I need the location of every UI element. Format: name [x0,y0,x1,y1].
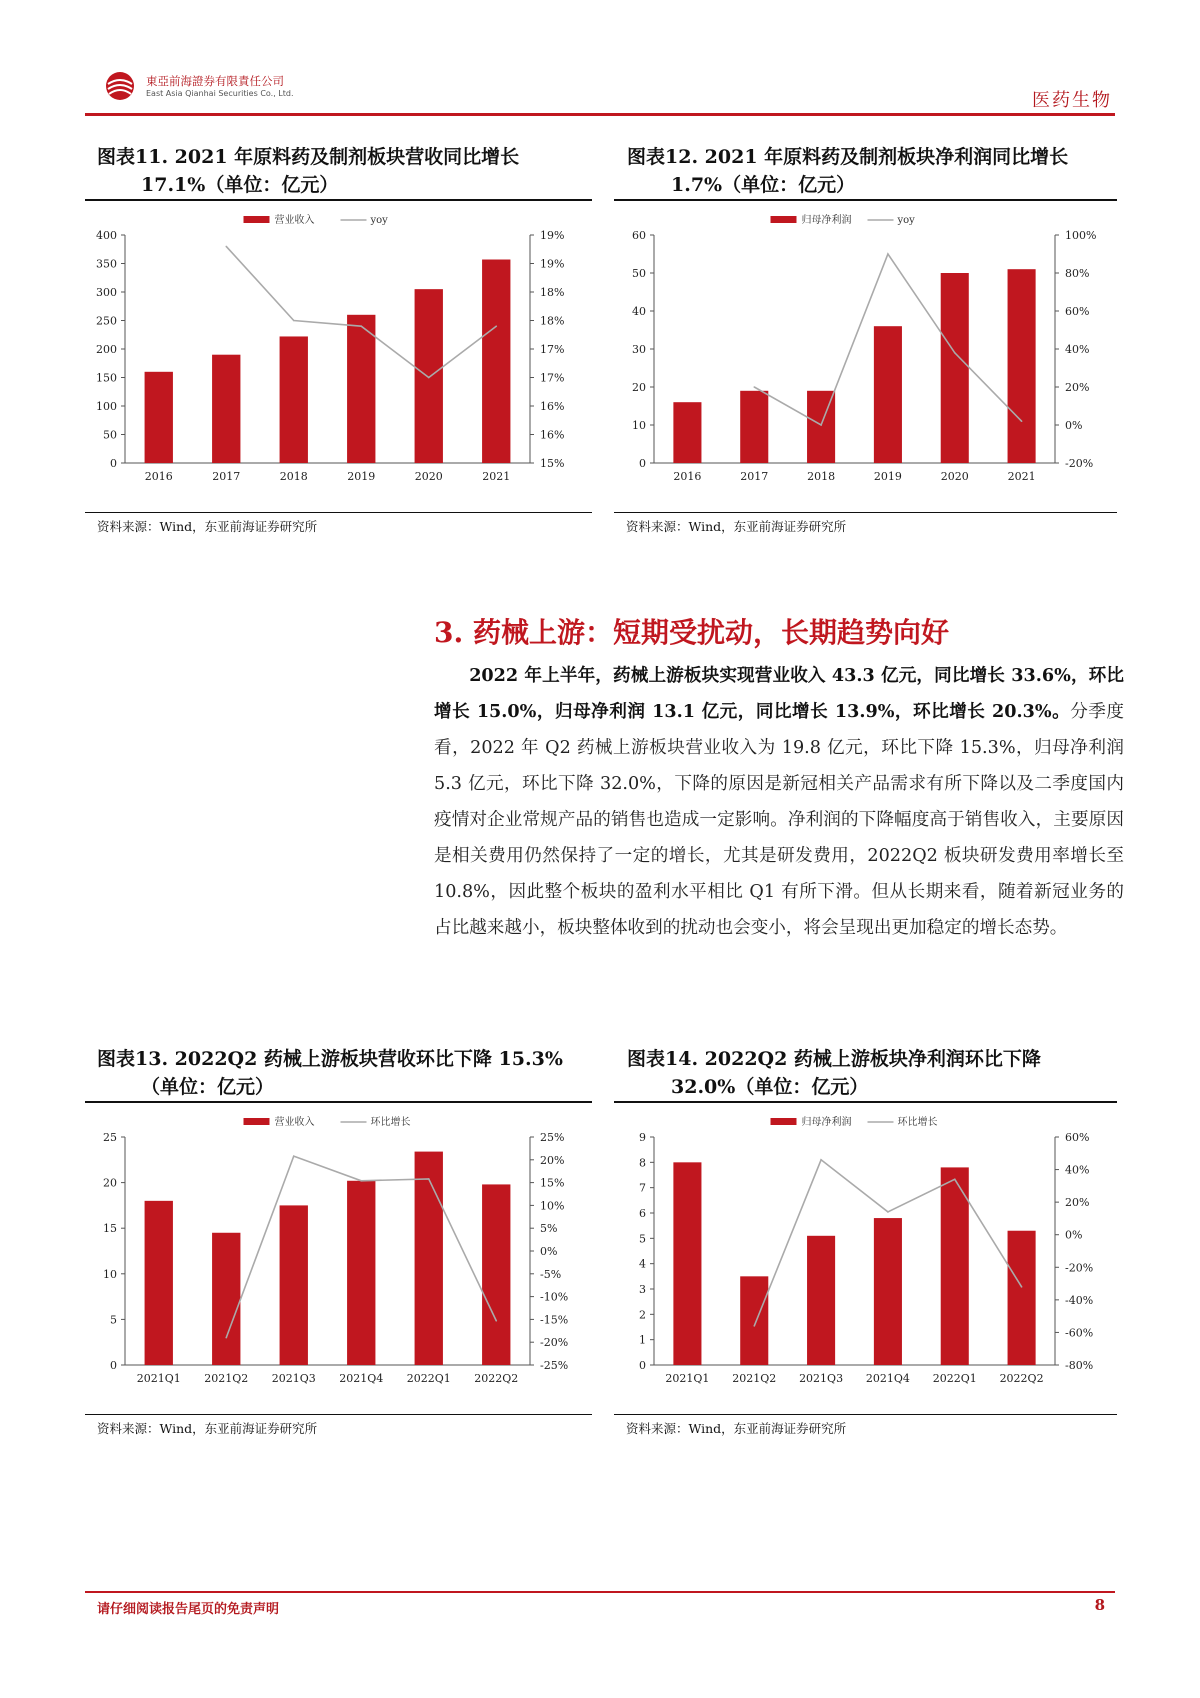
y-tick-label: 6 [639,1207,646,1220]
bar [874,326,902,463]
y2-tick-label: 40% [1065,343,1090,356]
section-body [434,658,1124,946]
bar [1008,269,1036,463]
y2-tick-label: -5% [540,1267,562,1281]
body-text: 分季度看，2022 年 Q2 药械上游板块营业收入为 19.8 亿元，环比下降 15.3%，归母净利润 5.3 亿元，环比下降 32.0%，下降的原因是新冠相关产品需求有所下降以及二季度国内疫情对企业常规产品的销售也造成一定影响。净利润的下降幅度高于销售收入，主要原因是相关费用仍然保持了一定的增长，尤其是研发费用，2022Q2 板块研发费用率增长至 10.8%，因此整个板块的盈利水平相比 Q1 有所下滑。但从长期来看，随着新冠业务的占比越来越小，板块整体收到的扰动也会变小，将会呈现出更加稳定的增长态势。 [434,702,1124,938]
x-tick-label: 2021 [1007,470,1036,483]
y2-tick-label: 17% [540,371,565,385]
figure-13-chart [85,1107,592,1407]
figure-11-chart [85,205,592,505]
bar [415,289,443,463]
y-tick-label: 9 [639,1131,646,1144]
y-tick-label: 50 [103,428,117,442]
y-tick-label: 100 [96,400,117,413]
y2-tick-label: 20% [540,1153,565,1167]
y-tick-label: 1 [639,1333,646,1347]
y2-tick-label: -20% [1065,1261,1094,1275]
figure-13-caption [97,1045,607,1101]
x-tick-label: 2020 [414,470,443,483]
bar [740,1276,768,1365]
x-tick-label: 2021Q3 [799,1372,844,1385]
figure-caption-line2: 32.0%（单位：亿元） [671,1076,869,1098]
y2-tick-label: 10% [540,1199,565,1213]
x-tick-label: 2022Q2 [474,1372,519,1385]
figure-11-top-rule [85,199,592,201]
footer-disclaimer: 请仔细阅读报告尾页的免责声明 [97,1602,280,1617]
section-heading: 3. 药械上游：短期受扰动，长期趋势向好 [434,616,949,649]
x-tick-label: 2021 [482,470,511,483]
y-tick-label: 5 [110,1313,117,1327]
y2-tick-label: -25% [540,1359,569,1372]
section-label: 医药生物 [1032,90,1112,111]
y2-tick-label: -80% [1065,1359,1094,1372]
figure-caption-line1: 图表14. 2022Q2 药械上游板块净利润环比下降 [627,1048,1041,1070]
bar [673,402,701,463]
x-tick-label: 2016 [144,470,173,483]
x-tick-label: 2022Q1 [932,1372,977,1385]
header-divider [85,113,1115,116]
x-tick-label: 2022Q1 [406,1372,451,1385]
legend-swatch-bar [771,216,797,223]
x-tick-label: 2017 [740,470,769,483]
legend-label: 环比增长 [897,1117,938,1128]
y-tick-label: 7 [639,1181,646,1195]
footer-divider [85,1591,1115,1593]
figure-caption-line1: 图表13. 2022Q2 药械上游板块营收环比下降 15.3% [97,1048,563,1070]
y-tick-label: 8 [639,1156,646,1170]
x-tick-label: 2021Q2 [204,1372,249,1385]
y2-tick-label: 15% [540,457,565,470]
y2-tick-label: -20% [1065,457,1094,470]
y-tick-label: 60 [632,229,646,242]
figure-13-bottom-rule [85,1414,592,1415]
y-tick-label: 300 [96,286,117,299]
legend-label: 归母净利润 [801,215,852,226]
figure-14-bottom-rule [614,1414,1117,1415]
y2-tick-label: 100% [1065,229,1097,242]
company-name-cn: 東亞前海證券有限責任公司 [146,74,284,88]
y-tick-label: 15 [103,1222,117,1236]
bar [145,372,173,463]
bar [673,1162,701,1365]
bar [347,1181,375,1365]
figure-12-bottom-rule [614,512,1117,513]
y-tick-label: 20 [632,381,646,394]
figure-14-source: 资料来源：Wind，东亚前海证券研究所 [626,1421,847,1436]
y-tick-label: 400 [96,229,117,242]
y2-tick-label: -10% [540,1290,569,1304]
y-tick-label: 3 [639,1283,646,1296]
y2-tick-label: -20% [540,1336,569,1350]
figure-caption-line1: 图表12. 2021 年原料药及制剂板块净利润同比增长 [627,146,1069,168]
y-tick-label: 0 [639,1359,646,1372]
legend-label: 环比增长 [370,1117,411,1128]
bar [740,391,768,463]
x-tick-label: 2019 [873,470,902,483]
figure-caption-line1: 图表11. 2021 年原料药及制剂板块营收同比增长 [97,146,520,168]
legend-swatch-bar [244,216,270,223]
x-tick-label: 2021Q2 [732,1372,777,1385]
bar [212,1233,240,1365]
y2-tick-label: 16% [540,428,565,442]
y-tick-label: 30 [632,343,646,356]
growth-point [495,325,497,327]
x-tick-label: 2019 [347,470,376,483]
x-tick-label: 2021Q1 [665,1372,710,1385]
y2-tick-label: 19% [540,257,565,271]
y-tick-label: 350 [96,257,117,271]
y2-tick-label: -60% [1065,1326,1094,1340]
growth-point [887,253,889,255]
bar [415,1152,443,1365]
y2-tick-label: -40% [1065,1293,1094,1307]
y2-tick-label: 19% [540,229,565,242]
y2-tick-label: 40% [1065,1163,1090,1177]
x-tick-label: 2016 [673,470,702,483]
y-tick-label: 20 [103,1176,117,1190]
x-tick-label: 2018 [279,470,308,483]
y2-tick-label: -15% [540,1313,569,1327]
y2-tick-label: 17% [540,343,565,356]
growth-point [753,386,755,388]
y2-tick-label: 60% [1065,305,1090,318]
growth-point [1021,420,1023,422]
figure-13-top-rule [85,1101,592,1103]
x-tick-label: 2022Q2 [999,1372,1044,1385]
figure-12-caption [627,143,1127,199]
growth-point [428,1178,430,1180]
legend-label: 营业收入 [274,215,315,226]
figure-caption-line2: 1.7%（单位：亿元） [671,174,856,196]
growth-point [753,1325,755,1327]
company-logo-icon [104,70,136,102]
y-tick-label: 0 [110,457,117,470]
y-tick-label: 0 [639,457,646,470]
growth-point [1021,1286,1023,1288]
bar [280,1205,308,1365]
legend-swatch-bar [244,1118,270,1125]
bar [482,260,510,463]
y2-tick-label: 18% [540,314,565,328]
y2-tick-label: 5% [540,1222,558,1236]
y2-tick-label: 60% [1065,1131,1090,1144]
x-tick-label: 2021Q4 [865,1372,910,1385]
growth-point [820,1159,822,1161]
growth-point [495,1320,497,1322]
body-bold-summary: 2022 年上半年，药械上游板块实现营业收入 43.3 亿元，同比增长 33.6%，环比增长 15.0%，归母净利润 13.1 亿元，同比增长 13.9%，环比增长 20.3%。 [434,665,1124,722]
bar [347,315,375,463]
x-tick-label: 2020 [940,470,969,483]
y2-tick-label: 0% [1065,419,1083,432]
x-tick-label: 2018 [807,470,836,483]
x-tick-label: 2021Q3 [271,1372,316,1385]
y-tick-label: 50 [632,267,646,280]
figure-12-source: 资料来源：Wind，东亚前海证券研究所 [626,519,847,534]
growth-point [225,1337,227,1339]
company-name-en: East Asia Qianhai Securities Co., Ltd. [146,89,294,98]
bar [941,273,969,463]
y-tick-label: 10 [632,419,646,432]
figure-14-caption [627,1045,1127,1101]
bar [482,1184,510,1365]
figure-12-top-rule [614,199,1117,201]
x-tick-label: 2017 [212,470,241,483]
y-tick-label: 150 [96,371,117,385]
figure-11-caption [97,143,597,199]
y2-tick-label: 20% [1065,1196,1090,1210]
y2-tick-label: 16% [540,400,565,413]
y-tick-label: 10 [103,1267,117,1281]
growth-point [360,1180,362,1182]
y-tick-label: 200 [96,343,117,356]
bar [807,1236,835,1365]
legend-label: 营业收入 [274,1117,315,1128]
y-tick-label: 5 [639,1232,646,1246]
y-tick-label: 2 [639,1308,646,1322]
legend-swatch-bar [771,1118,797,1125]
y-tick-label: 40 [632,305,646,318]
x-tick-label: 2021Q4 [339,1372,384,1385]
x-tick-label: 2021Q1 [136,1372,181,1385]
bar [874,1218,902,1365]
y-tick-label: 0 [110,1359,117,1372]
figure-12-chart [614,205,1117,505]
growth-point [293,1155,295,1157]
bar [145,1201,173,1365]
page-number: 8 [1094,1596,1105,1614]
growth-point [954,1179,956,1181]
growth-point [820,424,822,426]
figure-14-chart [614,1107,1117,1407]
y2-tick-label: 0% [540,1245,558,1258]
y-tick-label: 25 [103,1131,117,1144]
y2-tick-label: 15% [540,1176,565,1190]
y-tick-label: 250 [96,314,117,328]
legend-label: yoy [897,215,915,226]
y2-tick-label: 18% [540,286,565,299]
figure-caption-line2: （单位：亿元） [141,1076,275,1098]
bar [1008,1231,1036,1365]
y2-tick-label: 80% [1065,267,1090,280]
bar [212,355,240,463]
figure-caption-line2: 17.1%（单位：亿元） [141,174,339,196]
growth-point [887,1211,889,1213]
legend-label: 归母净利润 [801,1117,852,1128]
figure-11-bottom-rule [85,512,592,513]
figure-11-source: 资料来源：Wind，东亚前海证券研究所 [97,519,318,534]
figure-13-source: 资料来源：Wind，东亚前海证券研究所 [97,1421,318,1436]
growth-point [428,377,430,379]
growth-point [225,246,227,248]
y-tick-label: 4 [639,1257,646,1271]
bar [941,1167,969,1365]
y2-tick-label: 25% [540,1131,565,1144]
figure-14-top-rule [614,1101,1117,1103]
y2-tick-label: 20% [1065,381,1090,394]
legend-label: yoy [370,215,388,226]
growth-point [954,352,956,354]
bar [280,336,308,463]
growth-point [360,325,362,327]
y2-tick-label: 0% [1065,1228,1083,1242]
growth-point [293,320,295,322]
